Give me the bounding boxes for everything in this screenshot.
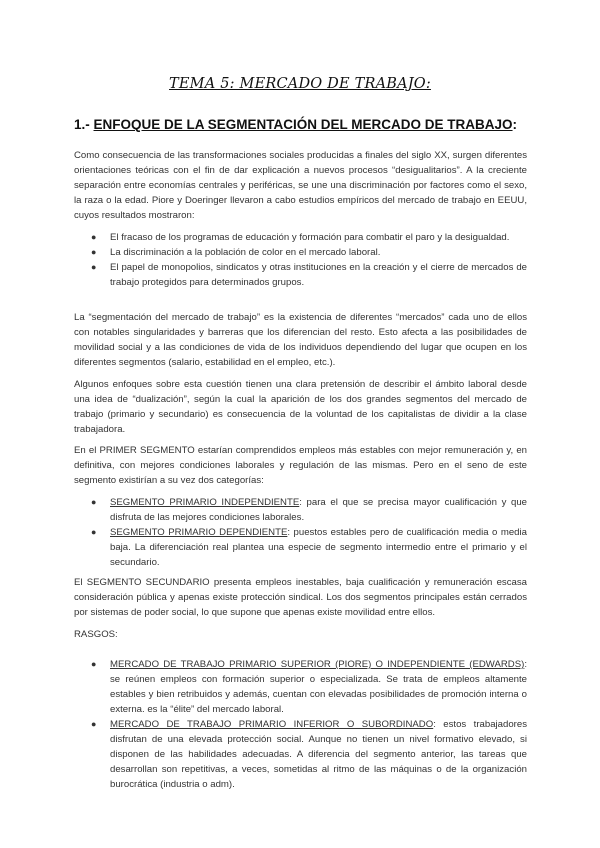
document-title: TEMA 5: MERCADO DE TRABAJO: bbox=[169, 76, 431, 92]
term-primary-superior: MERCADO DE TRABAJO PRIMARIO SUPERIOR (PIORE) O INDEPENDIENTE (EDWARDS) bbox=[110, 659, 525, 670]
bullet-list-rasgos bbox=[74, 657, 527, 792]
bullet-list-results bbox=[74, 230, 527, 290]
bullet-icon: ● bbox=[91, 497, 97, 507]
bullet-icon: ● bbox=[91, 659, 97, 669]
term-primary-inferior: MERCADO DE TRABAJO PRIMARIO INFERIOR O SUBORDINADO bbox=[110, 719, 434, 730]
list-item-text: El papel de monopolios, sindicatos y otras instituciones en la creación y el cierre de mercados de trabajo protegidos para determinados grupos. bbox=[110, 262, 527, 288]
bullet-icon: ● bbox=[91, 527, 97, 537]
bullet-list-primary-categories bbox=[74, 495, 527, 570]
paragraph-intro: Como consecuencia de las transformaciones sociales producidas a finales del siglo XX, surgen diferentes orientaciones teóricas con el fin de dar explicación a nuevos procesos “desigualitarios”. A la creciente separación entre economías centrales y periféricas, se une una discriminación por factores como el sexo, la raza o la edad. Piore y Doeringer llevaron a cabo estudios empíricos del mercado de trabajo en EEUU, cuyos resultados mostraron: bbox=[74, 150, 527, 221]
list-item bbox=[74, 657, 527, 717]
section-heading-text: ENFOQUE DE LA SEGMENTACIÓN DEL MERCADO DE TRABAJO bbox=[93, 117, 513, 132]
paragraph-dualization: Algunos enfoques sobre esta cuestión tienen una clara pretensión de describir el ámbito laboral desde una idea de “dualización”, según la cual la aparición de los dos grandes segmentos del mercado de trabajo (primario y secundario) es consecuencia de la voluntad de los capitalistas de dividir a la clase trabajadora. bbox=[74, 379, 527, 435]
list-item bbox=[74, 717, 527, 792]
bullet-icon: ● bbox=[91, 262, 97, 272]
list-item-text: : estos trabajadores disfrutan de una elevada protección social. Aunque no tienen un nivel formativo elevado, si disponen de las habilidades adecuadas. A diferencia del segmento anterior, las tareas que desarrollan son repetitivas, a veces, sometidas al ritmo de las máquinas o de la organización burocrática (industria o adm). bbox=[110, 719, 527, 790]
paragraph-rasgos-label: RASGOS: bbox=[74, 629, 118, 640]
section-heading bbox=[74, 117, 517, 132]
section-heading-colon: : bbox=[512, 117, 518, 132]
bullet-icon: ● bbox=[91, 232, 97, 242]
list-item bbox=[74, 525, 527, 570]
list-item-text: : para el que se precisa mayor cualificación y que disfruta de las mejores condiciones laborales. bbox=[110, 497, 527, 523]
list-item-text: : puestos estables pero de cualificación media o media baja. La diferenciación real plantea una especie de segmento intermedio entre el primario y el secundario. bbox=[110, 527, 527, 568]
term-primary-independent: SEGMENTO PRIMARIO INDEPENDIENTE bbox=[110, 497, 300, 508]
paragraph-segmentation: La “segmentación del mercado de trabajo” es la existencia de diferentes “mercados” cada uno de ellos con notables singularidades y barreras que los diferencian del resto. Esto afecta a las posibilidades de movilidad social y a las condiciones de vida de los individuos dependiendo del lugar que ocupen en los diferentes segmentos (salario, estabilidad en el empleo, etc.). bbox=[74, 312, 527, 368]
list-item bbox=[74, 260, 527, 290]
paragraph-secondary-segment: El SEGMENTO SECUNDARIO presenta empleos inestables, baja cualificación y remuneración escasa consideración pública y apenas existe protección sindical. Los dos segmentos principales están cerrados por sistemas de poder social, lo que supone que apenas existe movilidad entre ellos. bbox=[74, 577, 527, 618]
list-item bbox=[74, 230, 527, 245]
list-item-text: La discriminación a la población de color en el mercado laboral. bbox=[110, 247, 381, 258]
list-item bbox=[74, 245, 527, 260]
list-item-text: : se reúnen empleos con formación superior o especializada. Se trata de empleos altamente estables y bien retribuidos y además, cuentan con elevadas posibilidades de promoción interna o externa. es la “élite” del mercado laboral. bbox=[110, 659, 527, 715]
paragraph-primary-segment: En el PRIMER SEGMENTO estarían comprendidos empleos más estables con mejor remuneración y, en definitiva, con mejores condiciones laborales y regulación de las mismas. Pero en el seno de este segmento existirían a su vez dos categorías: bbox=[74, 445, 527, 486]
list-item bbox=[74, 495, 527, 525]
bullet-icon: ● bbox=[91, 247, 97, 257]
list-item-text: El fracaso de los programas de educación y formación para combatir el paro y la desigualdad. bbox=[110, 232, 510, 243]
bullet-icon: ● bbox=[91, 719, 97, 729]
section-number: 1.- bbox=[74, 117, 94, 132]
term-primary-dependent: SEGMENTO PRIMARIO DEPENDIENTE bbox=[110, 527, 288, 538]
